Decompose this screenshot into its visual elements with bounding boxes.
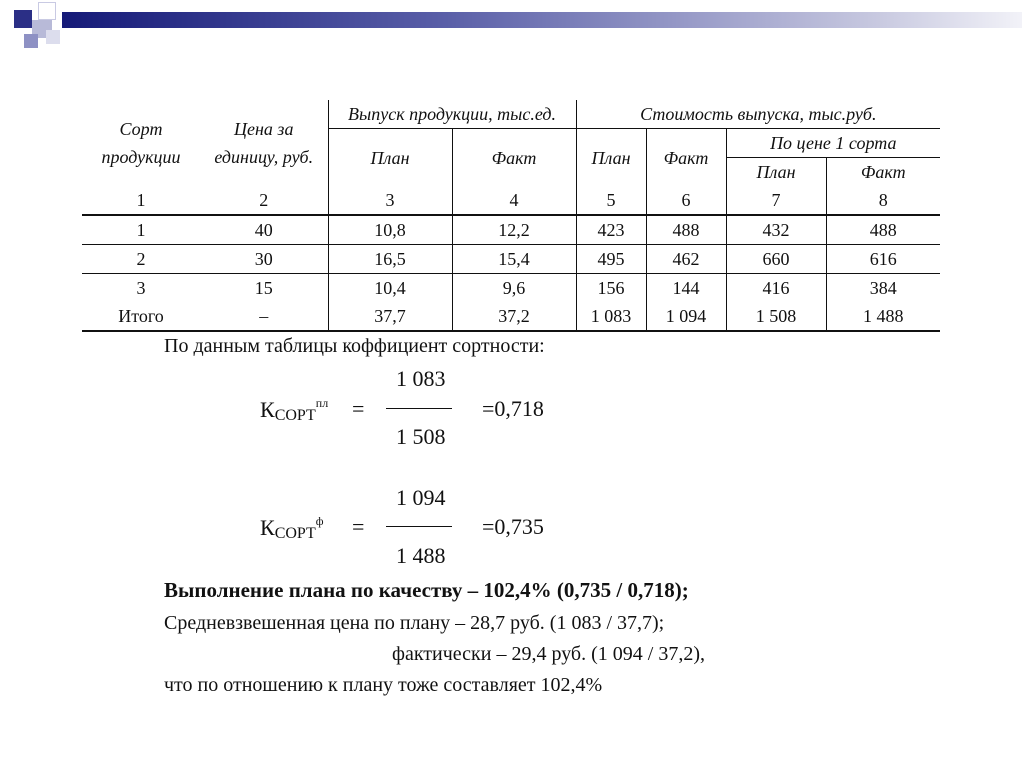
table-cell: 660 — [726, 245, 826, 274]
formula-plan-denominator: 1 508 — [396, 424, 446, 449]
formula-fact-coefficient: $К_{СОРТ}^ф$ — [260, 514, 324, 542]
col-header-by-price: По цене 1 сорта — [726, 129, 940, 158]
table-cell: 12,2 — [452, 215, 576, 245]
table-cell: 40 — [200, 215, 328, 245]
table-cell: 1 — [82, 186, 200, 215]
table-cell: 16,5 — [328, 245, 452, 274]
table-cell: 1 083 — [576, 302, 646, 331]
formula-plan-equals: = — [352, 396, 365, 421]
table-cell: 15 — [254, 278, 273, 298]
table-cell: 9,6 — [452, 274, 576, 303]
col-header-output: Выпуск продукции, тыс.ед. — [328, 100, 576, 129]
formula-fact-numerator: 1 094 — [396, 485, 446, 510]
table-cell: 384 — [826, 274, 940, 303]
table-cell: 616 — [826, 245, 940, 274]
table-cell: 1 094 — [646, 302, 726, 331]
conclusion-line: что по отношению к плану тоже составляет 102,4% — [164, 674, 603, 696]
col-header-output-fact: Факт — [452, 129, 576, 187]
table-cell: 144 — [646, 274, 726, 303]
col-header-sort: Сорт продукции — [101, 119, 181, 167]
table-row-total — [82, 302, 940, 331]
col-header-value: Стоимость выпуска, тыс.руб. — [576, 100, 940, 129]
table-cell: 7 — [726, 186, 826, 215]
table-cell: 37,7 — [328, 302, 452, 331]
table-cell: 6 — [646, 186, 726, 215]
table-row — [82, 215, 940, 245]
table-cell: 3 — [136, 278, 146, 298]
table-row — [82, 245, 940, 274]
table-cell: 2 — [82, 245, 200, 274]
formula-plan-result: =0,718 — [482, 396, 544, 421]
col-header-value-fact: Факт — [646, 129, 726, 187]
quality-line: Выполнение плана по качеству – 102,4% (0,735 / 0,718); — [164, 578, 689, 602]
table-cell: 37,2 — [452, 302, 576, 331]
col-header-value-plan: План — [576, 129, 646, 187]
avg-price-plan-line: Средневзвешенная цена по плану – 28,7 руб. (1 083 / 37,7); — [164, 612, 665, 634]
table-cell: 423 — [576, 215, 646, 245]
table-cell: 156 — [576, 274, 646, 303]
header-bar — [62, 12, 1022, 28]
decor-square — [38, 2, 56, 20]
table-cell: 10,4 — [328, 274, 452, 303]
col-header-output-plan: План — [328, 129, 452, 187]
table-cell: 15,4 — [452, 245, 576, 274]
col-header-price: Цена за единицу, руб. — [214, 119, 314, 167]
formula-plan-coefficient: $К_{СОРТ}^{пл}$ — [260, 396, 329, 424]
table-row — [82, 274, 940, 303]
table-cell: 462 — [646, 245, 726, 274]
table-cell: 4 — [452, 186, 576, 215]
col-header-by-price-plan: План — [726, 158, 826, 187]
formula-fact-result: =0,735 — [482, 514, 544, 539]
table-row-column-numbers — [82, 186, 940, 215]
table-cell: 1 — [82, 215, 200, 245]
decor-square — [14, 10, 32, 28]
table-cell: 432 — [726, 215, 826, 245]
table-cell: 488 — [826, 215, 940, 245]
avg-price-fact-line: фактически – 29,4 руб. (1 094 / 37,2), — [392, 643, 705, 665]
table-cell: 416 — [726, 274, 826, 303]
fraction-line — [386, 526, 452, 527]
col-header-by-price-fact: Факт — [826, 158, 940, 187]
table-cell: 488 — [646, 215, 726, 245]
formula-plan-numerator: 1 083 — [396, 366, 446, 391]
table-cell: 1 488 — [826, 302, 940, 331]
intro-text: По данным таблицы коффициент сортности: — [164, 335, 545, 357]
formula-fact-denominator: 1 488 — [396, 543, 446, 568]
table-cell: Итого — [82, 302, 200, 331]
table-cell: 495 — [576, 245, 646, 274]
table-cell: 8 — [826, 186, 940, 215]
formula-fact-equals: = — [352, 514, 365, 539]
table-cell: 10,8 — [328, 215, 452, 245]
table-cell: 2 — [200, 186, 328, 215]
table-cell: 3 — [328, 186, 452, 215]
decor-square — [46, 30, 60, 44]
decor-square — [24, 34, 38, 48]
table-cell: 1 508 — [726, 302, 826, 331]
table-cell: 30 — [200, 245, 328, 274]
sort-table — [82, 100, 940, 332]
table-cell: – — [200, 302, 328, 331]
table-cell: 5 — [576, 186, 646, 215]
fraction-line — [386, 408, 452, 409]
